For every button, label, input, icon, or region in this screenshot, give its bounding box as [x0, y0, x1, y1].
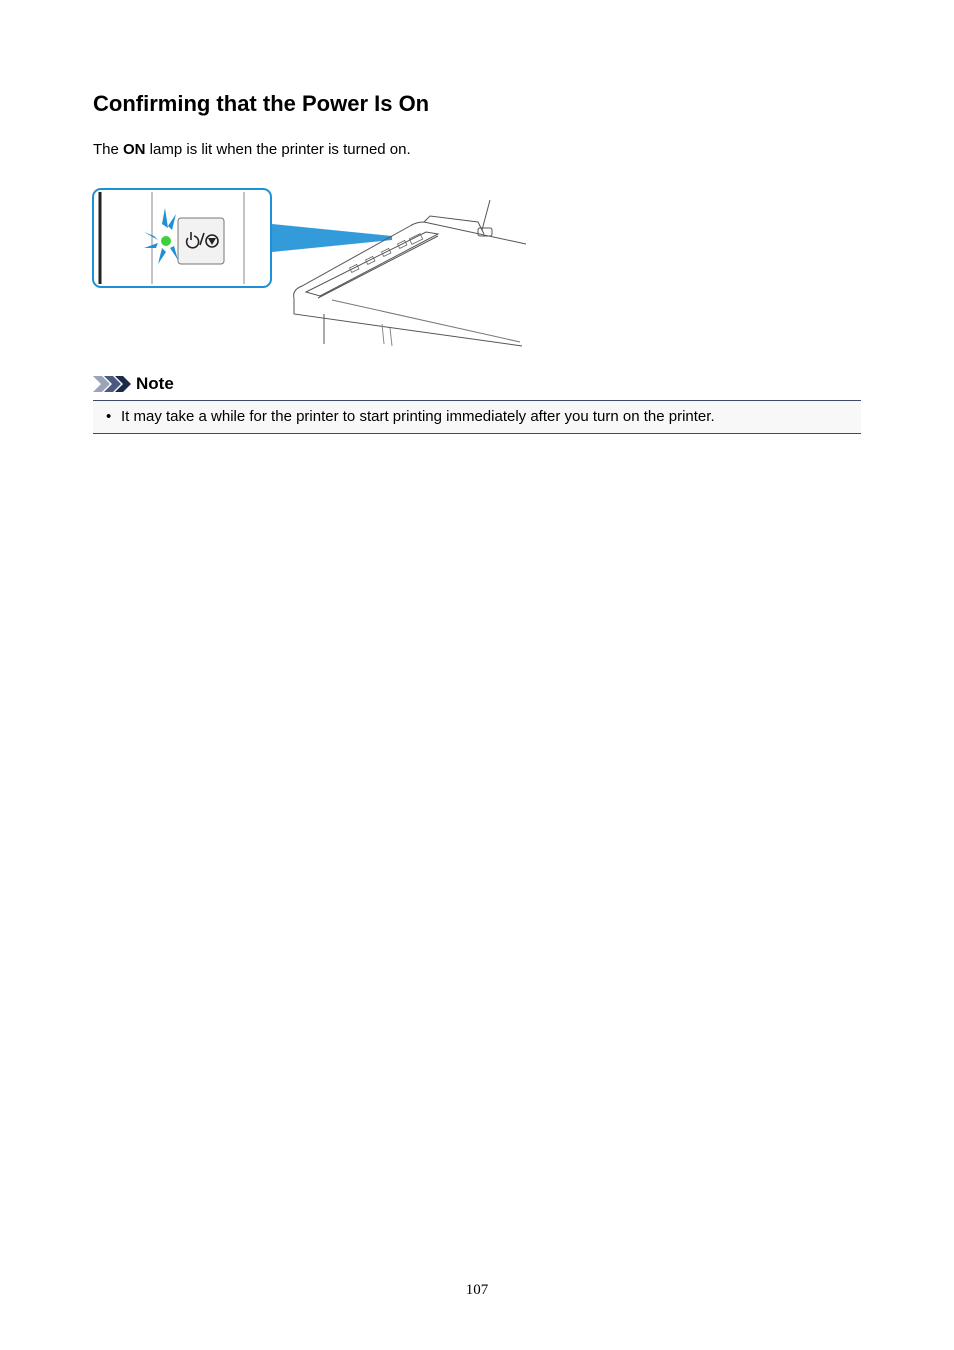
- printer-power-lamp-illustration: [92, 186, 532, 348]
- intro-suffix: lamp is lit when the printer is turned on.: [145, 141, 411, 158]
- callout-wedge: [272, 224, 392, 252]
- page-title: Confirming that the Power Is On: [93, 91, 430, 116]
- intro-prefix: The: [93, 141, 124, 158]
- note-list: [93, 401, 861, 433]
- note-box: [93, 400, 861, 434]
- note-item: [93, 401, 861, 433]
- note-label: Note: [136, 374, 174, 393]
- note-bullet: •: [106, 408, 112, 425]
- zoom-box: [93, 189, 271, 287]
- note-header: [93, 372, 174, 396]
- page-number: 107: [465, 1282, 489, 1298]
- on-lamp-term: ON: [123, 141, 146, 158]
- intro-paragraph: [93, 140, 411, 160]
- printer-body: [294, 200, 526, 346]
- note-item-text: It may take a while for the printer to start printing immediately after you turn on the printer.: [121, 408, 715, 425]
- note-chevrons-icon: [93, 375, 131, 393]
- on-lamp: [161, 236, 171, 246]
